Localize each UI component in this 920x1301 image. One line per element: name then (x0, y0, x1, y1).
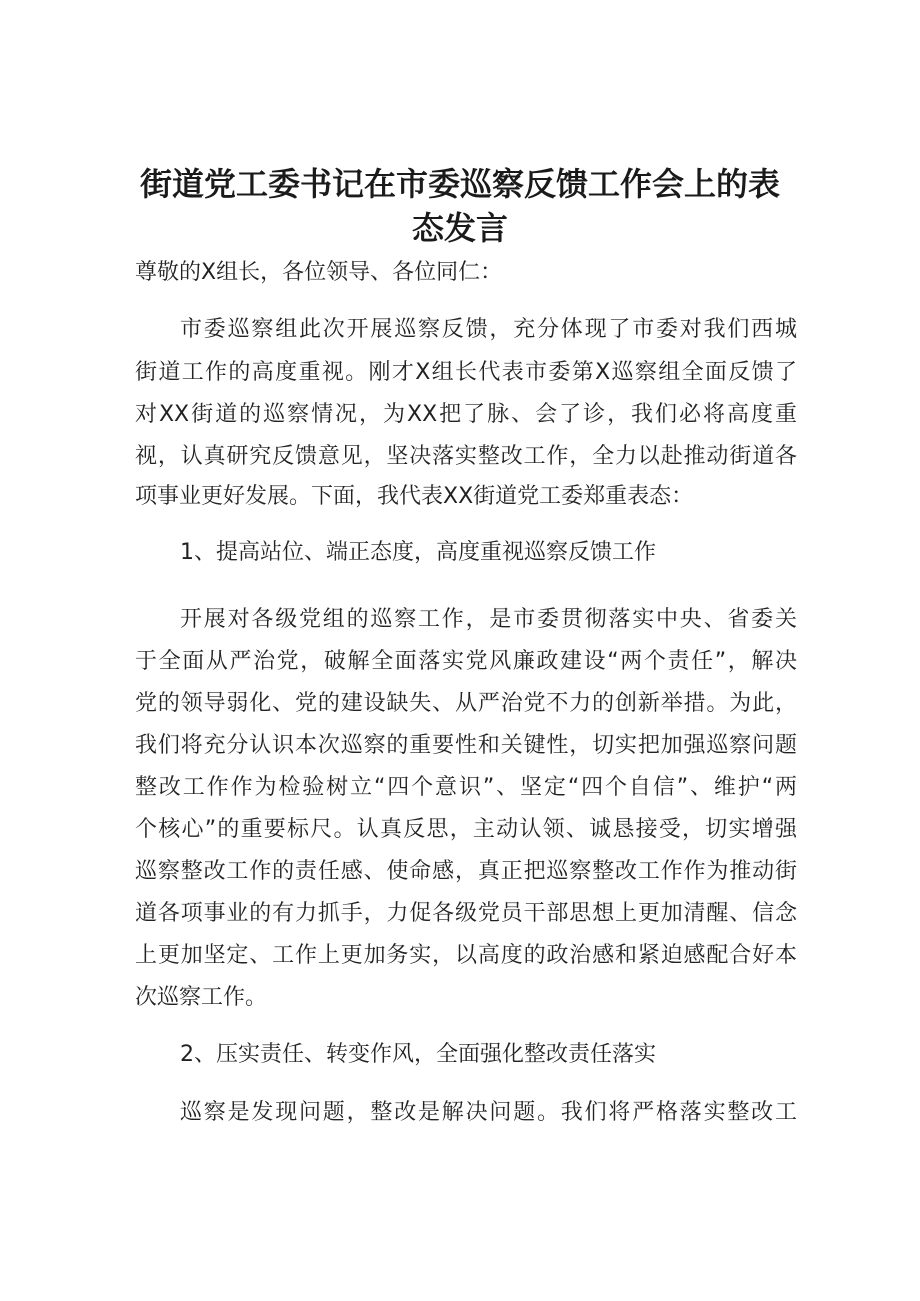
paragraph-line: 市委巡察组此次开展巡察反馈，充分体现了市委对我们西城 (180, 317, 797, 342)
paragraph-line: 道各项事业的有力抓手，力促各级党员干部思想上更加清醒、信念 (135, 901, 797, 926)
document-title-line-2: 态发言 (411, 209, 508, 247)
paragraph-line: 视，认真研究反馈意见，坚决落实整改工作，全力以赴推动街道各 (135, 444, 797, 469)
section-heading-2: 2、压实责任、转变作风，全面强化整改责任落实 (180, 1042, 656, 1067)
paragraph-line: 我们将充分认识本次巡察的重要性和关键性，切实把加强巡察问题 (135, 733, 797, 758)
section-heading-1: 1、提高站位、端正态度，高度重视巡察反馈工作 (180, 540, 656, 565)
paragraph-line: 巡察是发现问题，整改是解决问题。我们将严格落实整改工 (180, 1100, 797, 1125)
paragraph-line: 党的领导弱化、党的建设缺失、从严治党不力的创新举措。为此， (135, 691, 797, 716)
paragraph-line: 于全面从严治党，破解全面落实党风廉政建设“两个责任”，解决 (135, 649, 797, 674)
paragraph-line: 上更加坚定、工作上更加务实，以高度的政治感和紧迫感配合好本 (135, 943, 797, 968)
paragraph-line: 个核心”的重要标尺。认真反思，主动认领、诚恳接受，切实增强 (135, 817, 797, 842)
paragraph-line: 项事业更好发展。下面，我代表XX街道党工委郑重表态： (135, 484, 694, 509)
paragraph-line: 对XX街道的巡察情况，为XX把了脉、会了诊，我们必将高度重 (135, 402, 797, 427)
document-title-line-1: 街道党工委书记在市委巡察反馈工作会上的表 (139, 165, 780, 203)
paragraph-line: 整改工作作为检验树立“四个意识”、坚定“四个自信”、维护“两 (135, 775, 797, 800)
paragraph-line: 巡察整改工作的责任感、使命感，真正把巡察整改工作作为推动街 (135, 859, 797, 884)
paragraph-line: 次巡察工作。 (135, 985, 268, 1010)
paragraph-line: 街道工作的高度重视。刚才X组长代表市委第X巡察组全面反馈了 (135, 360, 797, 385)
salutation: 尊敬的X组长，各位领导、各位同仁： (135, 260, 503, 285)
paragraph-line: 开展对各级党组的巡察工作，是市委贯彻落实中央、省委关 (180, 607, 797, 632)
